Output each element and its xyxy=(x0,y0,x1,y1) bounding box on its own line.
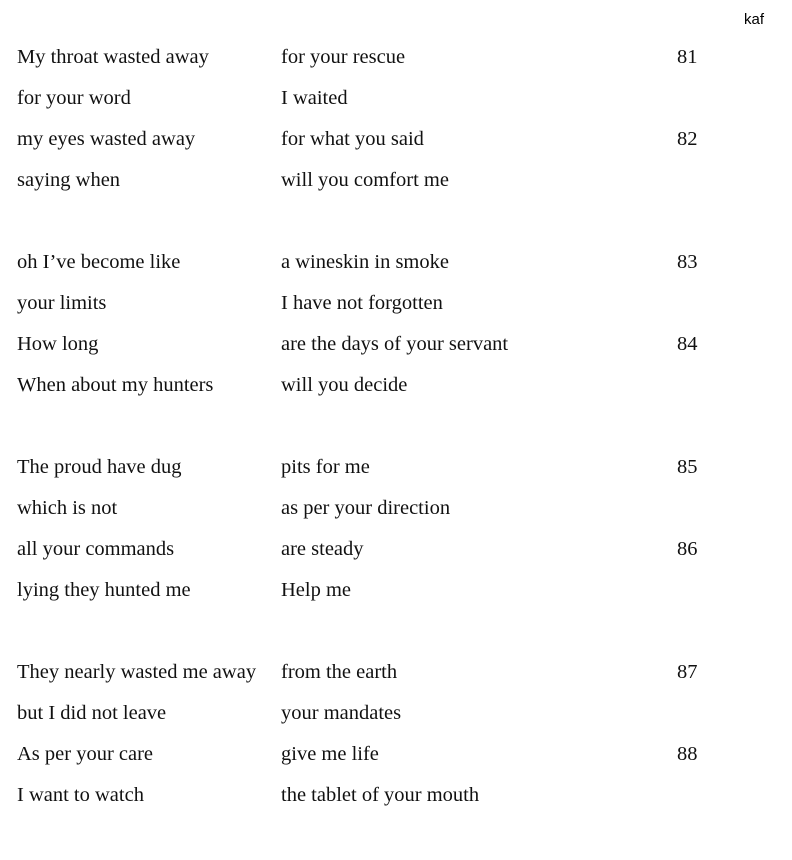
line-second-half: I waited xyxy=(281,87,348,109)
poem-line xyxy=(0,81,792,122)
line-first-half: They nearly wasted me away xyxy=(17,661,257,683)
line-second-half: the tablet of your mouth xyxy=(281,784,480,806)
stanza xyxy=(0,245,792,409)
line-first-half: saying when xyxy=(17,169,121,191)
line-first-half: for your word xyxy=(17,87,131,109)
verse-number: 81 xyxy=(677,46,698,68)
line-first-half: which is not xyxy=(17,497,118,519)
verse-number: 83 xyxy=(677,251,698,273)
poem-line xyxy=(0,286,792,327)
line-second-half: are the days of your servant xyxy=(281,333,509,355)
line-second-half: will you comfort me xyxy=(281,169,449,191)
line-first-half: As per your care xyxy=(17,743,154,765)
poem-line xyxy=(0,737,792,778)
poem-line xyxy=(0,778,792,819)
line-first-half: When about my hunters xyxy=(17,374,214,396)
verse-number: 88 xyxy=(677,743,698,765)
poem-line xyxy=(0,532,792,573)
poem xyxy=(0,40,792,860)
poem-line xyxy=(0,573,792,614)
poem-line xyxy=(0,655,792,696)
line-second-half: a wineskin in smoke xyxy=(281,251,449,273)
poem-line xyxy=(0,450,792,491)
poem-line xyxy=(0,368,792,409)
poem-line xyxy=(0,491,792,532)
line-second-half: as per your direction xyxy=(281,497,451,519)
line-second-half: for your rescue xyxy=(281,46,406,68)
poem-line xyxy=(0,696,792,737)
verse-number: 87 xyxy=(677,661,698,683)
poem-line xyxy=(0,245,792,286)
line-second-half: for what you said xyxy=(281,128,424,150)
line-first-half: The proud have dug xyxy=(17,456,182,478)
line-first-half: oh I’ve become like xyxy=(17,251,181,273)
section-label: kaf xyxy=(744,11,765,28)
line-second-half: will you decide xyxy=(281,374,408,396)
line-second-half: from the earth xyxy=(281,661,398,683)
verse-number: 86 xyxy=(677,538,698,560)
line-first-half: lying they hunted me xyxy=(17,579,191,601)
stanza xyxy=(0,40,792,204)
line-second-half: Help me xyxy=(281,579,352,601)
stanza xyxy=(0,450,792,614)
verse-number: 82 xyxy=(677,128,698,150)
verse-number: 84 xyxy=(677,333,698,355)
line-first-half: My throat wasted away xyxy=(17,46,209,68)
line-second-half: give me life xyxy=(281,743,379,765)
line-first-half: my eyes wasted away xyxy=(17,128,196,150)
line-first-half: How long xyxy=(17,333,99,355)
verse-number: 85 xyxy=(677,456,698,478)
line-first-half: your limits xyxy=(17,292,107,314)
poem-line xyxy=(0,122,792,163)
line-first-half: all your commands xyxy=(17,538,175,560)
poem-line xyxy=(0,163,792,204)
poem-line xyxy=(0,327,792,368)
stanza xyxy=(0,655,792,819)
line-second-half: pits for me xyxy=(281,456,370,478)
line-second-half: your mandates xyxy=(281,702,402,724)
line-second-half: are steady xyxy=(281,538,364,560)
line-first-half: but I did not leave xyxy=(17,702,167,724)
poem-line xyxy=(0,40,792,81)
line-first-half: I want to watch xyxy=(17,784,144,806)
line-second-half: I have not forgotten xyxy=(281,292,443,314)
